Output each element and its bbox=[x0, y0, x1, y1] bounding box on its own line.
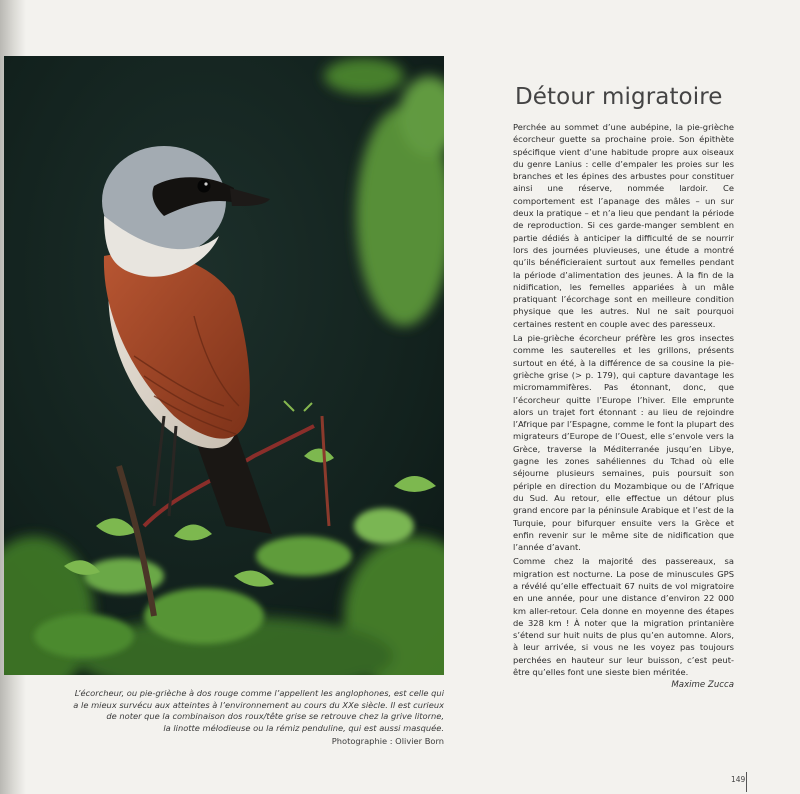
article-title: Détour migratoire bbox=[515, 84, 723, 110]
photo-credit: Photographie : Olivier Born bbox=[331, 736, 444, 746]
caption-line: la linotte mélodieuse ou la rémiz penduline, qui est aussi masquée. bbox=[163, 722, 444, 733]
caption-line: L’écorcheur, ou pie-grièche à dos rouge comme l’appellent les anglophones, est celle qui bbox=[74, 688, 444, 698]
caption-line: a le mieux survécu aux atteintes à l’environnement au cours du XXe siècle. Il est curieux bbox=[73, 699, 444, 710]
caption-line: de noter que la combinaison dos roux/tête grise se retrouve chez la grive litorne, bbox=[106, 711, 444, 722]
page-number-rule bbox=[746, 772, 747, 792]
article bbox=[513, 84, 734, 690]
article-paragraph: Comme chez la majorité des passereaux, sa migration est nocturne. La pose de minuscules GPS a révélé qu’elle effectuait 67 nuits de vol migratoire en une année, pour une distance d’environ 22 000 km aller-retour. Cela donne en moyenne des étapes de 328 km ! À noter que la migration printanière s’étend sur huit nuits de plus qu’en automne. Alors, à leur arrivée, si vous ne les voyez pas toujours perchées en hauteur sur leur buisson, c’est peut-être qu’elles font une sieste bien méritée. bbox=[513, 556, 734, 678]
article-paragraph: Perchée au sommet d’une aubépine, la pie-grièche écorcheur guette sa prochaine proie. Son épithète spécifique vient d’une habitude propre aux oiseaux du genre Lanius : celle d’empaler les proies sur les branches et les épines des arbustes pour constituer ainsi une réserve, nommée lardoir. Ce comportement est l’apanage des mâles – un sur deux la pratique – et n’a lieu que pendant la période de reproduction. Si ces garde-manger semblent en partie dédiés à anticiper la difficulté de se nourrir lors des journées pluvieuses, une étude a montré qu’ils bénéficieraient surtout aux femelles pendant la période d’alimentation des jeunes. À la fin de la nidification, les femelles appariées à un mâle pratiquant l’écorchage sont en meilleure condition physique que les autres. Nul ne sait pourquoi certaines restent en couple avec des paresseux. bbox=[513, 122, 734, 329]
bird-photograph bbox=[4, 56, 444, 675]
photo-caption bbox=[60, 688, 444, 734]
page-number: 149 bbox=[731, 775, 746, 784]
article-author: Maxime Zucca bbox=[671, 680, 734, 691]
article-paragraph: La pie-grièche écorcheur préfère les gros insectes comme les sauterelles et les grillons, présents surtout en été, à la différence de sa cousine la pie-grièche grise (> p. 179), qui capture davantage les micromammifères. Pas étonnant, donc, que l’écorcheur quitte l’Europe l’hiver. Elle emprunte alors un trajet fort étonnant : au lieu de rejoindre l’Afrique par l’Espagne, comme le font la plupart des migrateurs d’Europe de l’Ouest, elle s’envole vers la Grèce, traverse la Méditerranée jusqu’en Libye, gagne les zones sahéliennes du Tchad où elle séjourne plusieurs semaines, puis poursuit son périple en direction du Mozambique ou de l’Afrique du Sud. Au retour, elle effectue un détour plus grand encore par la péninsule Arabique et l’est de la Turquie, pour bifurquer ensuite vers la Grèce et enfin revenir sur le même site de nidification que l’année d’avant. bbox=[513, 333, 734, 553]
